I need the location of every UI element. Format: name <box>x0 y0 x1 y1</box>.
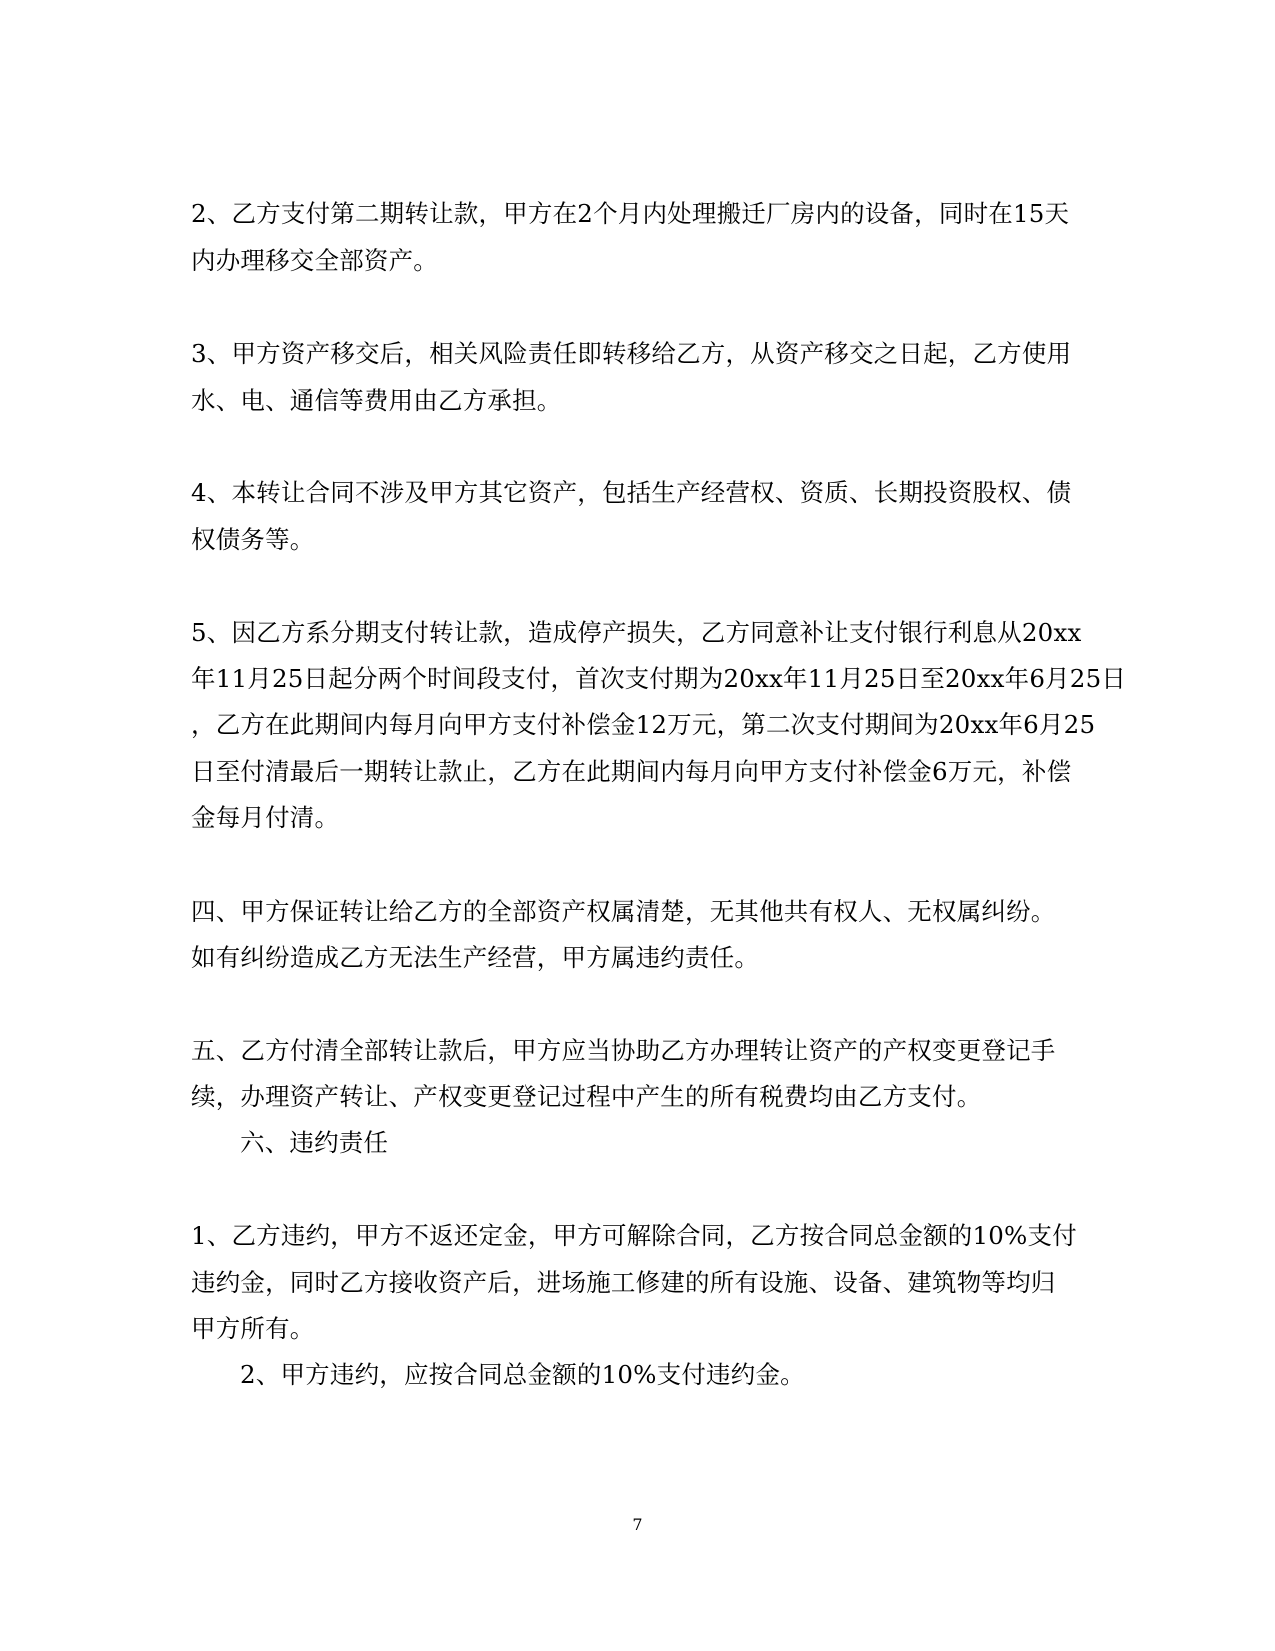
text-line: 违约金，同时乙方接收资产后，进场施工修建的所有设施、设备、建筑物等均归 <box>191 1268 1056 1297</box>
text-line: 1、乙方违约，甲方不返还定金，甲方可解除合同，乙方按合同总金额的10%支付 <box>191 1221 1077 1250</box>
text-line: 水、电、通信等费用由乙方承担。 <box>191 386 562 415</box>
text-line: 金每月付清。 <box>191 803 340 832</box>
text-line: 2、甲方违约，应按合同总金额的10%支付违约金。 <box>240 1360 805 1389</box>
text-line: 4、本转让合同不涉及甲方其它资产，包括生产经营权、资质、长期投资股权、债 <box>191 478 1072 507</box>
section-heading: 六、违约责任 <box>240 1128 389 1157</box>
text-line: ，乙方在此期间内每月向甲方支付补偿金12万元，第二次支付期间为20xx年6月25 <box>191 710 1096 739</box>
text-line: 四、甲方保证转让给乙方的全部资产权属清楚，无其他共有权人、无权属纠纷。 <box>191 897 1056 926</box>
text-line: 年11月25日起分两个时间段支付，首次支付期为20xx年11月25日至20xx年6月25日 <box>191 664 1127 693</box>
text-line: 甲方所有。 <box>191 1314 315 1343</box>
text-line: 日至付清最后一期转让款止，乙方在此期间内每月向甲方支付补偿金6万元，补偿 <box>191 757 1072 786</box>
text-line: 续，办理资产转让、产权变更登记过程中产生的所有税费均由乙方支付。 <box>191 1082 982 1111</box>
text-line: 如有纠纷造成乙方无法生产经营，甲方属违约责任。 <box>191 943 760 972</box>
text-line: 内办理移交全部资产。 <box>191 246 438 275</box>
text-line: 2、乙方支付第二期转让款，甲方在2个月内处理搬迁厂房内的设备，同时在15天 <box>191 199 1070 228</box>
page-number: 7 <box>632 1515 643 1534</box>
text-line: 权债务等。 <box>191 525 315 554</box>
text-line: 3、甲方资产移交后，相关风险责任即转移给乙方，从资产移交之日起，乙方使用 <box>191 339 1072 368</box>
text-line: 五、乙方付清全部转让款后，甲方应当协助乙方办理转让资产的产权变更登记手 <box>191 1036 1056 1065</box>
text-line: 5、因乙方系分期支付转让款，造成停产损失，乙方同意补让支付银行利息从20xx <box>191 618 1082 647</box>
